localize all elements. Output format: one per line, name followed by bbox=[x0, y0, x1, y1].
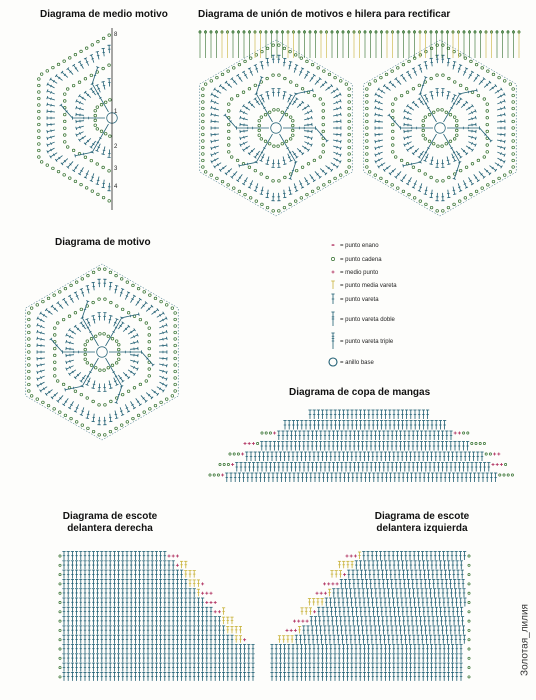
row-number: 4 bbox=[114, 184, 118, 190]
title-motif: Diagrama de motivo bbox=[55, 237, 151, 248]
legend-label-magic-ring: = anillo base bbox=[340, 360, 374, 366]
motif-diagram bbox=[26, 264, 178, 440]
legend-label-half-double: = punto media vareta bbox=[340, 283, 397, 289]
legend-symbol-slip-stitch bbox=[331, 244, 334, 246]
row-number: 2 bbox=[114, 144, 118, 150]
sleeve-cap-diagram bbox=[209, 410, 514, 482]
legend-symbol-chain bbox=[331, 257, 334, 260]
legend-symbol-triple-treble bbox=[331, 333, 334, 349]
legend-symbol-treble bbox=[331, 312, 334, 326]
legend-symbol-single-crochet bbox=[332, 271, 335, 274]
title-sleeve-cap: Diagrama de copa de mangas bbox=[289, 387, 431, 398]
half-motif-diagram bbox=[38, 28, 118, 210]
joined-motifs-diagram bbox=[199, 30, 520, 216]
row-number: 8 bbox=[114, 32, 118, 38]
legend-label-slip-stitch: = punto enano bbox=[340, 243, 379, 249]
neck-left-diagram bbox=[270, 552, 470, 681]
neck-right-diagram bbox=[59, 552, 255, 681]
title-neck-left: Diagrama de escote delantera izquierda bbox=[374, 511, 470, 534]
title-neck-right: Diagrama de escote delantera derecha bbox=[62, 511, 158, 534]
legend-symbol-double bbox=[331, 294, 334, 304]
title-join-motifs: Diagrama de unión de motivos e hilera para rectificar bbox=[198, 9, 451, 20]
stitch-legend bbox=[329, 243, 397, 366]
legend-label-triple-treble: = punto vareta triple bbox=[340, 339, 394, 345]
title-half-motif: Diagrama de medio motivo bbox=[40, 9, 168, 20]
watermark: Золотая_лилия bbox=[519, 604, 531, 676]
row-number: 3 bbox=[114, 166, 118, 172]
legend-label-single-crochet: = medio punto bbox=[340, 270, 379, 276]
legend-label-treble: = punto vareta doble bbox=[340, 317, 395, 323]
row-number: 1 bbox=[114, 109, 118, 115]
legend-symbol-magic-ring bbox=[329, 358, 337, 366]
legend-label-double: = punto vareta bbox=[340, 297, 379, 303]
legend-label-chain: = punto cadena bbox=[340, 257, 382, 263]
legend-symbol-half-double bbox=[331, 281, 335, 289]
